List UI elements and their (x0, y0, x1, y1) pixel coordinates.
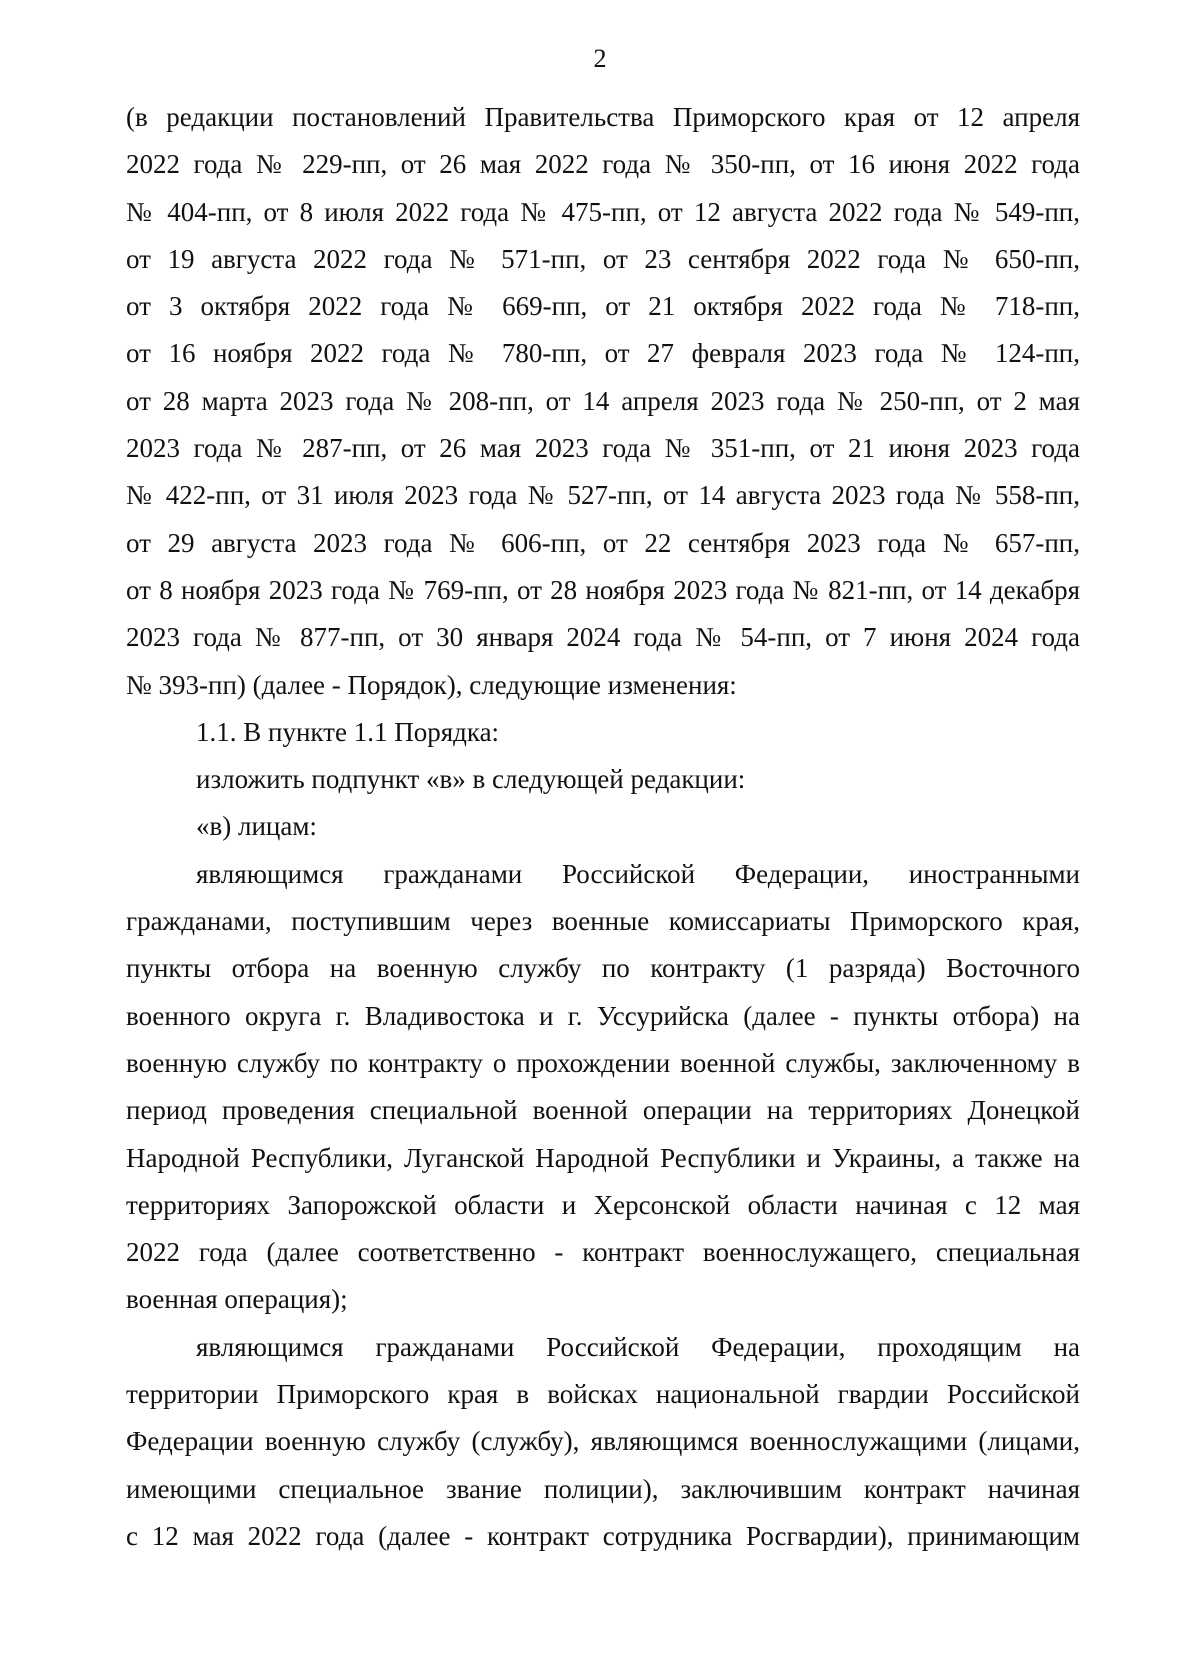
text-line: от 29 августа 2023 года № 606-пп, от 22 сентября 2023 года № 657-пп, (126, 527, 1080, 558)
document-body (126, 94, 1080, 1560)
text-line: период проведения специальной военной операции на территориях Донецкой (126, 1095, 1080, 1126)
text-line: (в редакции постановлений Правительства Приморского края от 12 апреля (126, 102, 1080, 132)
text-line: № 404-пп, от 8 июля 2022 года № 475-пп, от 12 августа 2022 года № 549-пп, (126, 196, 1080, 227)
text-line: от 3 октября 2022 года № 669-пп, от 21 октября 2022 года № 718-пп, (126, 291, 1080, 322)
text-line: № 393-пп) (далее - Порядок), следующие изменения: (126, 669, 737, 700)
text-line: от 19 августа 2022 года № 571-пп, от 23 сентября 2022 года № 650-пп, (126, 243, 1080, 274)
text-line: 2023 года № 287-пп, от 26 мая 2023 года № 351-пп, от 21 июня 2023 года (126, 433, 1080, 464)
text-line: гражданами, поступившим через военные комиссариаты Приморского края, (126, 906, 1080, 937)
text-line: Федерации военную службу (службу), являющимся военнослужащими (лицами, (126, 1426, 1080, 1457)
text-line: с 12 мая 2022 года (далее - контракт сотрудника Росгвардии), принимающим (126, 1520, 1080, 1551)
text-line: «в) лицам: (196, 811, 317, 842)
text-line: от 8 ноября 2023 года № 769-пп, от 28 ноября 2023 года № 821-пп, от 14 декабря (126, 574, 1080, 605)
text-line: 2022 года (далее соответственно - контракт военнослужащего, специальная (126, 1237, 1080, 1268)
text-line: имеющими специальное звание полиции), заключившим контракт начиная (126, 1473, 1080, 1504)
page-number: 2 (593, 44, 607, 73)
text-line: территории Приморского края в войсках национальной гвардии Российской (126, 1379, 1080, 1410)
text-line: 2023 года № 877-пп, от 30 января 2024 года № 54-пп, от 7 июня 2024 года (126, 622, 1080, 653)
text-line: № 422-пп, от 31 июля 2023 года № 527-пп, от 14 августа 2023 года № 558-пп, (126, 480, 1080, 511)
text-line: изложить подпункт «в» в следующей редакции: (196, 764, 746, 795)
text-line: являющимся гражданами Российской Федерации, иностранными (196, 858, 1080, 889)
text-line: от 16 ноября 2022 года № 780-пп, от 27 февраля 2023 года № 124-пп, (126, 338, 1080, 369)
text-line: Народной Республики, Луганской Народной Республики и Украины, а также на (126, 1142, 1080, 1173)
text-line: военного округа г. Владивостока и г. Уссурийска (далее - пункты отбора) на (126, 1000, 1080, 1031)
text-line: от 28 марта 2023 года № 208-пп, от 14 апреля 2023 года № 250-пп, от 2 мая (126, 385, 1080, 416)
text-line: 1.1. В пункте 1.1 Порядка: (196, 716, 500, 747)
text-line: являющимся гражданами Российской Федерации, проходящим на (196, 1331, 1080, 1362)
text-line: военная операция); (126, 1284, 348, 1315)
text-line: пункты отбора на военную службу по контракту (1 разряда) Восточного (126, 953, 1080, 984)
text-line: территориях Запорожской области и Херсонской области начиная с 12 мая (126, 1189, 1080, 1220)
text-line: военную службу по контракту о прохождении военной службы, заключенному в (126, 1047, 1080, 1078)
text-line: 2022 года № 229-пп, от 26 мая 2022 года № 350-пп, от 16 июня 2022 года (126, 149, 1080, 180)
